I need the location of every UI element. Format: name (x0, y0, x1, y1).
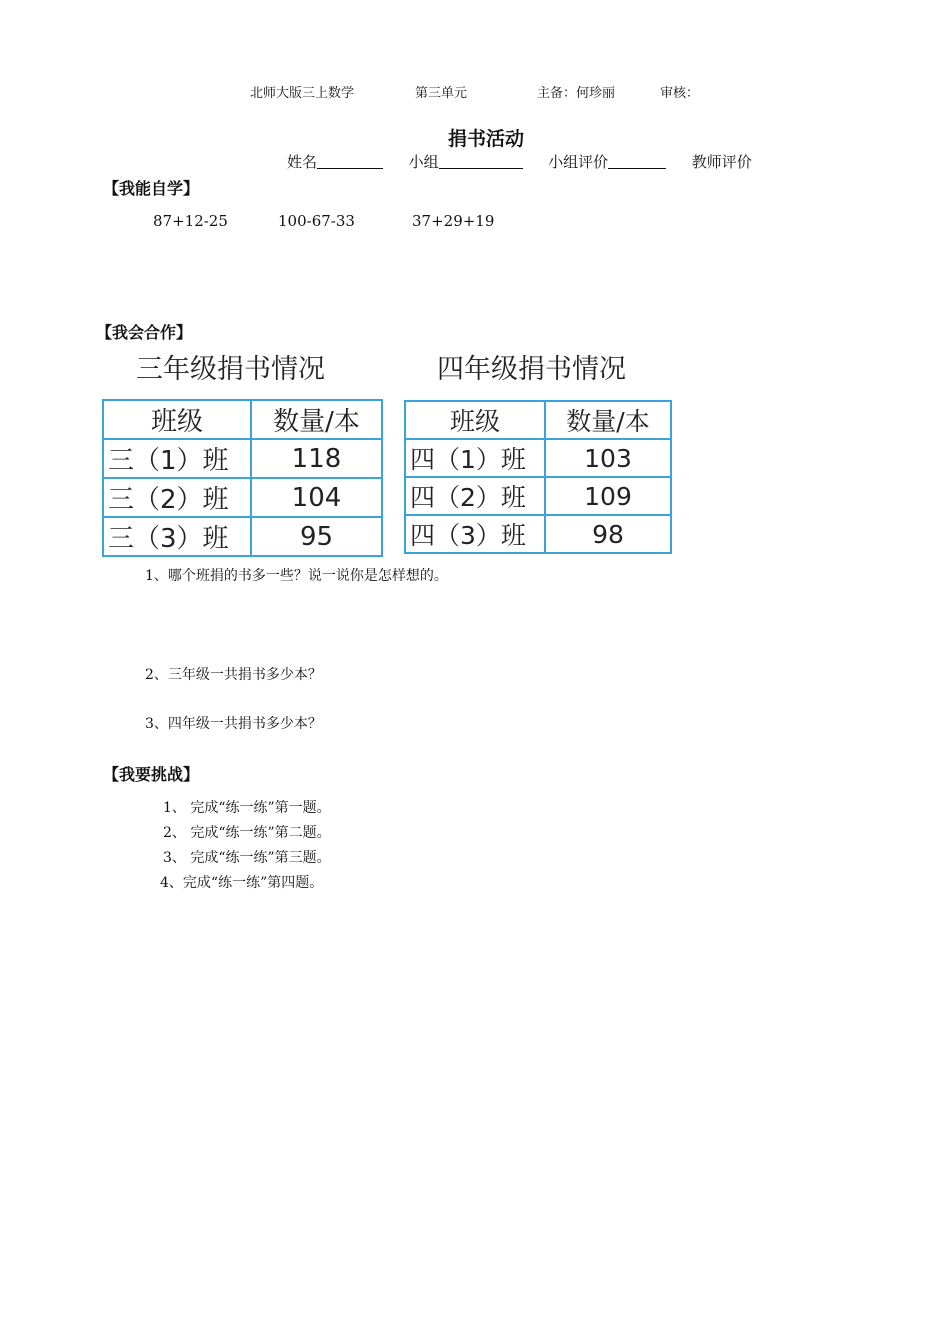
challenge-item-2: 2、 完成“练一练”第二题。 (163, 825, 331, 841)
table-header-quantity: 数量/本 (251, 400, 382, 439)
group-label: 小组 (408, 153, 439, 171)
table-cell-quantity: 103 (545, 439, 671, 477)
expression-2: 100-67-33 (278, 212, 355, 230)
header-reviewer: 审核： (660, 86, 700, 101)
cooperation-heading: 【我会合作】 (96, 323, 193, 342)
name-label: 姓名 (287, 153, 318, 171)
table-cell-class: 三（1）班 (103, 439, 251, 478)
table-cell-quantity: 95 (251, 517, 382, 556)
group-blank[interactable] (439, 153, 523, 169)
table-cell-class: 四（1）班 (405, 439, 545, 477)
question-1: 1、哪个班捐的书多一些？说一说你是怎样想的。 (145, 568, 448, 584)
challenge-item-4: 4、完成“练一练”第四题。 (160, 875, 324, 891)
header-unit: 第三单元 (415, 86, 468, 101)
header-preparer: 主备：何珍丽 (537, 86, 616, 101)
expression-1: 87+12-25 (153, 212, 228, 230)
grade4-table (404, 400, 672, 554)
table-header-class: 班级 (103, 400, 251, 439)
group-eval-label: 小组评价 (548, 153, 609, 171)
group-eval-blank[interactable] (608, 153, 666, 169)
grade3-table (102, 399, 383, 557)
table-cell-quantity: 98 (545, 515, 671, 553)
table-header-class: 班级 (405, 401, 545, 439)
self-study-heading: 【我能自学】 (103, 179, 200, 198)
challenge-item-3: 3、 完成“练一练”第三题。 (163, 850, 331, 866)
name-blank[interactable] (317, 153, 383, 169)
challenge-item-1: 1、 完成“练一练”第一题。 (163, 800, 331, 816)
table-cell-quantity: 104 (251, 478, 382, 517)
question-3: 3、四年级一共捐书多少本？ (145, 716, 322, 732)
question-2: 2、三年级一共捐书多少本？ (145, 667, 322, 683)
challenge-heading: 【我要挑战】 (103, 765, 200, 784)
table-cell-quantity: 118 (251, 439, 382, 478)
grade3-table-title: 三年级捐书情况 (136, 354, 325, 385)
table-cell-class: 三（2）班 (103, 478, 251, 517)
table-cell-class: 三（3）班 (103, 517, 251, 556)
table-cell-quantity: 109 (545, 477, 671, 515)
evaluation-line (287, 151, 752, 172)
page-title: 捐书活动 (448, 128, 525, 150)
teacher-eval-label: 教师评价 (691, 153, 752, 171)
header-textbook: 北师大版三上数学 (250, 86, 355, 101)
table-cell-class: 四（2）班 (405, 477, 545, 515)
table-cell-class: 四（3）班 (405, 515, 545, 553)
expression-3: 37+29+19 (412, 212, 495, 230)
table-header-quantity: 数量/本 (545, 401, 671, 439)
grade4-table-title: 四年级捐书情况 (437, 354, 626, 385)
